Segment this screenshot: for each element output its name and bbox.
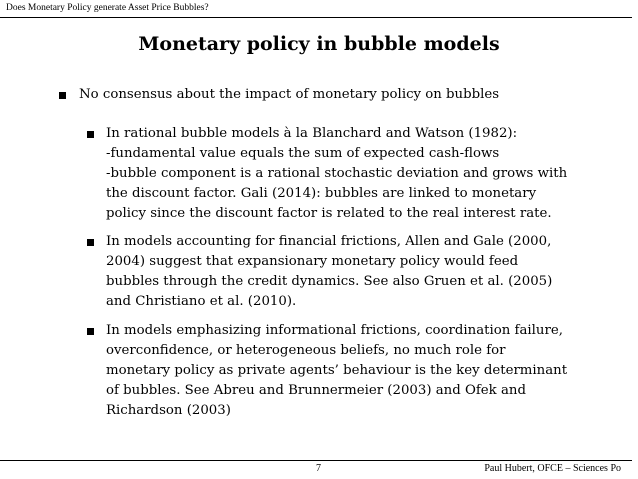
slide-title: Monetary policy in bubble models: [138, 33, 500, 55]
sub-bullet-line: In rational bubble models à la Blanchard and Watson (1982):: [106, 126, 518, 141]
header-divider: [0, 17, 632, 18]
sub-bullet-item-rational: [106, 124, 567, 224]
sub-bullet-line: of bubbles. See Abreu and Brunnermeier (2003) and Ofek and: [106, 383, 526, 398]
sub-bullet-line: and Christiano et al. (2010).: [106, 294, 297, 309]
sub-bullet-line: overconfidence, or heterogeneous beliefs, no much role for: [106, 343, 506, 358]
sub-bullet-line: policy since the discount factor is related to the real interest rate.: [106, 206, 552, 221]
sub-bullet-line: monetary policy as private agents’ behaviour is the key determinant: [106, 363, 568, 378]
sub-bullet-line: bubbles through the credit dynamics. See also Gruen et al. (2005): [106, 274, 553, 289]
square-bullet-icon: [87, 131, 94, 138]
running-header: Does Monetary Policy generate Asset Price Bubbles?: [6, 3, 209, 13]
footer-divider: [0, 460, 632, 461]
sub-bullet-item-financial: [106, 232, 552, 312]
sub-bullet-line: In models emphasizing informational frictions, coordination failure,: [106, 323, 563, 338]
page-number: 7: [316, 463, 321, 474]
sub-bullet-line: Richardson (2003): [106, 403, 231, 418]
sub-bullet-line: -fundamental value equals the sum of expected cash-flows: [106, 146, 500, 161]
footer-credit: Paul Hubert, OFCE – Sciences Po: [484, 463, 621, 474]
sub-bullet-line: the discount factor. Gali (2014): bubbles are linked to monetary: [106, 186, 537, 201]
square-bullet-icon: [87, 328, 94, 335]
square-bullet-icon: [59, 92, 66, 99]
sub-bullet-item-informational: [106, 321, 567, 421]
main-bullet-item: [79, 85, 499, 105]
square-bullet-icon: [87, 239, 94, 246]
sub-bullet-line: 2004) suggest that expansionary monetary policy would feed: [106, 254, 519, 269]
sub-bullet-line: In models accounting for financial frictions, Allen and Gale (2000,: [106, 234, 552, 249]
sub-bullet-line: -bubble component is a rational stochastic deviation and grows with: [106, 166, 568, 181]
main-bullet-text: No consensus about the impact of monetary policy on bubbles: [79, 87, 500, 102]
